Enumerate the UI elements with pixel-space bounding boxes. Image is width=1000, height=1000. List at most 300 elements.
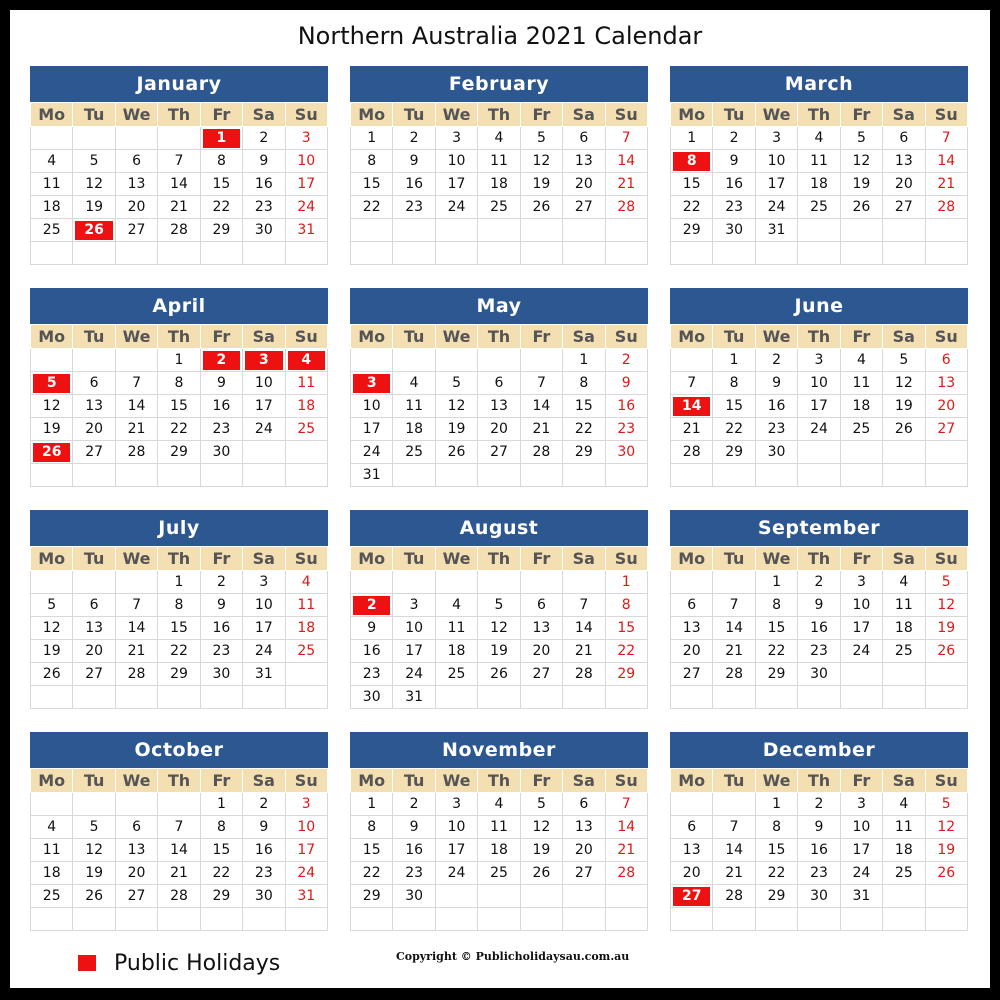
day-cell	[115, 349, 157, 372]
weekday-header: Th	[798, 103, 840, 127]
weekday-header: We	[755, 325, 797, 349]
day-cell	[563, 571, 605, 594]
day-cell: 11	[31, 839, 73, 862]
month-name: December	[670, 732, 968, 768]
day-cell: 25	[478, 862, 520, 885]
weekday-header: Sa	[563, 769, 605, 793]
day-cell: 17	[243, 395, 285, 418]
month-table	[670, 546, 968, 709]
legend	[78, 948, 280, 978]
day-cell	[351, 219, 393, 242]
weekday-header: Th	[478, 325, 520, 349]
day-cell: 26	[840, 196, 882, 219]
day-cell: 12	[435, 395, 477, 418]
weekday-header: Mo	[671, 325, 713, 349]
day-cell: 13	[520, 617, 562, 640]
day-cell: 13	[73, 395, 115, 418]
day-cell: 17	[285, 839, 327, 862]
day-cell: 31	[393, 686, 435, 709]
day-cell	[73, 793, 115, 816]
day-cell: 3	[755, 127, 797, 150]
day-cell: 24	[285, 862, 327, 885]
day-cell	[671, 464, 713, 487]
day-cell: 15	[605, 617, 647, 640]
day-cell: 29	[158, 663, 200, 686]
weekday-header: Mo	[351, 547, 393, 571]
day-cell: 4	[478, 127, 520, 150]
week-row	[351, 885, 648, 908]
day-cell: 19	[883, 395, 925, 418]
day-cell: 25	[478, 196, 520, 219]
day-cell	[243, 908, 285, 931]
day-cell: 9	[200, 372, 242, 395]
day-cell	[158, 793, 200, 816]
day-cell: 30	[200, 441, 242, 464]
day-cell: 18	[31, 862, 73, 885]
weekday-header: We	[755, 769, 797, 793]
day-cell: 7	[158, 150, 200, 173]
day-cell: 13	[563, 150, 605, 173]
day-cell: 9	[243, 150, 285, 173]
day-cell	[883, 908, 925, 931]
week-row	[671, 617, 968, 640]
day-cell: 22	[158, 640, 200, 663]
day-cell: 26	[883, 418, 925, 441]
weekday-header: Sa	[563, 547, 605, 571]
day-cell: 14	[520, 395, 562, 418]
day-cell	[31, 372, 73, 395]
day-cell: 31	[285, 219, 327, 242]
day-cell: 15	[671, 173, 713, 196]
day-cell: 19	[925, 617, 967, 640]
day-cell: 18	[285, 617, 327, 640]
day-cell	[393, 349, 435, 372]
week-row	[671, 150, 968, 173]
week-row	[671, 594, 968, 617]
day-cell: 10	[351, 395, 393, 418]
public-holiday-day: 5	[33, 374, 70, 393]
day-cell: 19	[478, 640, 520, 663]
month-january	[30, 66, 328, 270]
day-cell: 22	[713, 418, 755, 441]
day-cell: 20	[115, 862, 157, 885]
day-cell	[73, 127, 115, 150]
day-cell: 2	[798, 793, 840, 816]
day-cell: 10	[393, 617, 435, 640]
day-cell: 21	[520, 418, 562, 441]
weekday-header: Fr	[520, 769, 562, 793]
day-cell	[200, 242, 242, 265]
day-cell	[200, 464, 242, 487]
day-cell: 14	[925, 150, 967, 173]
weekday-header: Tu	[713, 769, 755, 793]
day-cell	[73, 219, 115, 242]
weekday-header: Sa	[563, 103, 605, 127]
day-cell: 14	[605, 816, 647, 839]
day-cell	[351, 908, 393, 931]
day-cell: 11	[393, 395, 435, 418]
day-cell: 18	[798, 173, 840, 196]
day-cell: 5	[925, 793, 967, 816]
month-name: July	[30, 510, 328, 546]
public-holiday-day: 26	[33, 443, 70, 462]
day-cell: 16	[798, 617, 840, 640]
day-cell: 24	[435, 196, 477, 219]
weekday-header: Th	[158, 769, 200, 793]
weekday-header: Su	[605, 769, 647, 793]
day-cell	[520, 219, 562, 242]
day-cell	[883, 663, 925, 686]
day-cell	[31, 571, 73, 594]
day-cell	[351, 372, 393, 395]
day-cell	[200, 686, 242, 709]
day-cell	[840, 242, 882, 265]
day-cell: 21	[115, 640, 157, 663]
day-cell: 14	[158, 173, 200, 196]
day-cell	[671, 349, 713, 372]
day-cell: 7	[605, 793, 647, 816]
day-cell	[605, 242, 647, 265]
week-row	[671, 196, 968, 219]
day-cell: 27	[925, 418, 967, 441]
day-cell	[840, 663, 882, 686]
day-cell: 10	[243, 372, 285, 395]
public-holiday-day: 2	[353, 596, 390, 615]
day-cell: 21	[605, 839, 647, 862]
public-holiday-day: 3	[245, 351, 282, 370]
day-cell: 11	[31, 173, 73, 196]
weekday-header: Th	[158, 103, 200, 127]
holiday-swatch-icon	[78, 955, 96, 971]
day-cell: 15	[200, 173, 242, 196]
week-row	[351, 173, 648, 196]
day-cell: 6	[671, 594, 713, 617]
month-table	[350, 102, 648, 265]
day-cell: 19	[520, 173, 562, 196]
day-cell: 28	[925, 196, 967, 219]
day-cell	[563, 686, 605, 709]
day-cell: 16	[605, 395, 647, 418]
day-cell: 22	[755, 862, 797, 885]
weekday-header: Fr	[840, 325, 882, 349]
day-cell	[31, 686, 73, 709]
week-row	[31, 816, 328, 839]
day-cell: 30	[200, 663, 242, 686]
day-cell: 4	[798, 127, 840, 150]
day-cell	[393, 242, 435, 265]
week-row	[351, 793, 648, 816]
day-cell: 10	[435, 816, 477, 839]
day-cell: 6	[563, 793, 605, 816]
day-cell: 25	[31, 219, 73, 242]
day-cell: 8	[351, 150, 393, 173]
week-row	[31, 196, 328, 219]
day-cell	[925, 663, 967, 686]
day-cell: 17	[840, 617, 882, 640]
weekday-header: We	[435, 325, 477, 349]
day-cell: 17	[798, 395, 840, 418]
day-cell: 16	[393, 839, 435, 862]
week-row	[351, 663, 648, 686]
day-cell	[798, 219, 840, 242]
day-cell: 14	[158, 839, 200, 862]
day-cell	[285, 242, 327, 265]
day-cell: 25	[393, 441, 435, 464]
day-cell: 22	[200, 862, 242, 885]
weekday-header: We	[435, 547, 477, 571]
day-cell: 6	[671, 816, 713, 839]
day-cell: 9	[605, 372, 647, 395]
day-cell: 23	[200, 418, 242, 441]
month-april	[30, 288, 328, 492]
day-cell: 3	[840, 571, 882, 594]
month-table	[350, 768, 648, 931]
weekday-header: Fr	[520, 103, 562, 127]
day-cell	[478, 242, 520, 265]
day-cell: 1	[605, 571, 647, 594]
day-cell: 6	[925, 349, 967, 372]
weekday-header: Mo	[671, 547, 713, 571]
day-cell: 8	[563, 372, 605, 395]
day-cell	[520, 349, 562, 372]
day-cell: 1	[671, 127, 713, 150]
day-cell: 21	[671, 418, 713, 441]
day-cell: 2	[393, 127, 435, 150]
day-cell: 7	[115, 372, 157, 395]
day-cell	[285, 349, 327, 372]
day-cell	[73, 464, 115, 487]
day-cell: 12	[478, 617, 520, 640]
day-cell: 1	[351, 127, 393, 150]
day-cell	[393, 464, 435, 487]
day-cell: 12	[73, 839, 115, 862]
week-row	[351, 349, 648, 372]
day-cell: 5	[435, 372, 477, 395]
weekday-header: Sa	[883, 325, 925, 349]
day-cell: 16	[798, 839, 840, 862]
weekday-header: Su	[605, 103, 647, 127]
day-cell: 11	[285, 594, 327, 617]
day-cell	[520, 464, 562, 487]
week-row	[671, 686, 968, 709]
day-cell: 22	[351, 196, 393, 219]
week-row	[671, 127, 968, 150]
day-cell	[115, 793, 157, 816]
week-row	[671, 793, 968, 816]
day-cell	[798, 242, 840, 265]
day-cell	[840, 219, 882, 242]
day-cell	[563, 464, 605, 487]
day-cell: 27	[115, 885, 157, 908]
day-cell	[31, 349, 73, 372]
day-cell: 28	[713, 663, 755, 686]
day-cell	[285, 663, 327, 686]
day-cell: 17	[840, 839, 882, 862]
weekday-header: Tu	[73, 103, 115, 127]
week-row	[671, 395, 968, 418]
day-cell: 3	[285, 793, 327, 816]
day-cell: 5	[31, 594, 73, 617]
day-cell	[115, 571, 157, 594]
month-october	[30, 732, 328, 936]
week-row	[31, 173, 328, 196]
day-cell: 18	[478, 839, 520, 862]
day-cell: 31	[243, 663, 285, 686]
day-cell: 24	[393, 663, 435, 686]
day-cell	[883, 441, 925, 464]
day-cell	[243, 686, 285, 709]
month-march	[670, 66, 968, 270]
day-cell	[435, 464, 477, 487]
day-cell: 7	[520, 372, 562, 395]
public-holiday-day: 26	[75, 221, 112, 240]
day-cell: 14	[605, 150, 647, 173]
day-cell: 28	[520, 441, 562, 464]
day-cell	[605, 464, 647, 487]
day-cell	[755, 242, 797, 265]
day-cell	[713, 908, 755, 931]
day-cell: 18	[883, 617, 925, 640]
day-cell	[671, 571, 713, 594]
week-row	[31, 885, 328, 908]
day-cell: 23	[243, 862, 285, 885]
months-grid	[30, 66, 968, 936]
day-cell	[285, 908, 327, 931]
day-cell	[435, 686, 477, 709]
weekday-header: Su	[925, 547, 967, 571]
weekday-header: Mo	[31, 103, 73, 127]
month-name: January	[30, 66, 328, 102]
day-cell: 7	[713, 816, 755, 839]
weekday-header: We	[115, 547, 157, 571]
week-row	[671, 862, 968, 885]
day-cell: 3	[435, 127, 477, 150]
week-row	[351, 594, 648, 617]
day-cell: 25	[840, 418, 882, 441]
week-row	[31, 617, 328, 640]
day-cell: 21	[713, 640, 755, 663]
week-row	[31, 349, 328, 372]
day-cell	[200, 127, 242, 150]
day-cell: 5	[883, 349, 925, 372]
day-cell	[840, 464, 882, 487]
day-cell	[925, 219, 967, 242]
weekday-header: Th	[158, 547, 200, 571]
day-cell: 1	[200, 793, 242, 816]
day-cell	[605, 885, 647, 908]
day-cell	[798, 686, 840, 709]
day-cell: 15	[351, 173, 393, 196]
day-cell	[883, 464, 925, 487]
day-cell: 9	[351, 617, 393, 640]
day-cell: 27	[883, 196, 925, 219]
week-row	[671, 571, 968, 594]
day-cell: 17	[351, 418, 393, 441]
weekday-header: Tu	[393, 547, 435, 571]
weekday-header: Tu	[713, 325, 755, 349]
day-cell	[200, 349, 242, 372]
day-cell: 16	[243, 173, 285, 196]
week-row	[351, 686, 648, 709]
day-cell: 26	[478, 663, 520, 686]
day-cell: 27	[520, 663, 562, 686]
day-cell: 4	[393, 372, 435, 395]
day-cell: 25	[31, 885, 73, 908]
month-june	[670, 288, 968, 492]
weekday-header: Su	[605, 325, 647, 349]
week-row	[31, 150, 328, 173]
day-cell: 27	[73, 441, 115, 464]
day-cell	[713, 793, 755, 816]
day-cell	[755, 686, 797, 709]
week-row	[31, 571, 328, 594]
week-row	[671, 816, 968, 839]
day-cell	[755, 908, 797, 931]
day-cell: 12	[925, 594, 967, 617]
day-cell: 2	[243, 793, 285, 816]
weekday-header: Th	[478, 769, 520, 793]
day-cell: 8	[351, 816, 393, 839]
day-cell: 19	[840, 173, 882, 196]
day-cell: 29	[563, 441, 605, 464]
day-cell: 30	[755, 441, 797, 464]
weekday-header: Su	[285, 547, 327, 571]
day-cell: 18	[393, 418, 435, 441]
week-row	[671, 349, 968, 372]
day-cell: 5	[73, 150, 115, 173]
day-cell: 5	[520, 127, 562, 150]
day-cell: 28	[158, 219, 200, 242]
day-cell	[31, 127, 73, 150]
day-cell: 22	[563, 418, 605, 441]
day-cell: 25	[883, 640, 925, 663]
day-cell: 4	[435, 594, 477, 617]
day-cell: 24	[840, 862, 882, 885]
day-cell	[478, 349, 520, 372]
day-cell: 25	[285, 418, 327, 441]
day-cell: 18	[883, 839, 925, 862]
day-cell	[563, 908, 605, 931]
day-cell: 30	[393, 885, 435, 908]
day-cell: 31	[840, 885, 882, 908]
day-cell: 30	[351, 686, 393, 709]
week-row	[351, 816, 648, 839]
weekday-header: Fr	[200, 103, 242, 127]
public-holiday-day: 27	[673, 887, 710, 906]
day-cell: 16	[243, 839, 285, 862]
week-row	[671, 242, 968, 265]
day-cell: 21	[563, 640, 605, 663]
day-cell: 17	[243, 617, 285, 640]
weekday-header: Su	[925, 103, 967, 127]
day-cell	[798, 464, 840, 487]
week-row	[31, 418, 328, 441]
day-cell: 20	[73, 418, 115, 441]
weekday-header: Fr	[200, 547, 242, 571]
day-cell	[478, 885, 520, 908]
week-row	[671, 640, 968, 663]
day-cell: 19	[925, 839, 967, 862]
day-cell: 31	[351, 464, 393, 487]
day-cell: 23	[200, 640, 242, 663]
day-cell: 6	[883, 127, 925, 150]
day-cell	[671, 150, 713, 173]
day-cell: 8	[713, 372, 755, 395]
day-cell: 20	[478, 418, 520, 441]
day-cell: 20	[563, 839, 605, 862]
day-cell: 20	[671, 862, 713, 885]
week-row	[351, 839, 648, 862]
